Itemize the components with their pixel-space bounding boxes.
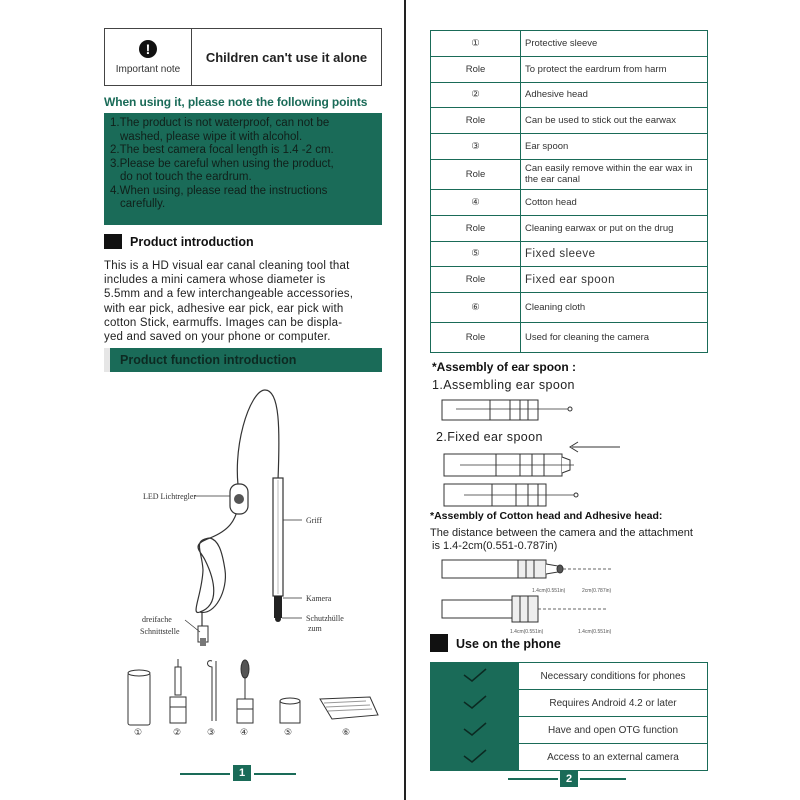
accessory-adhesive-head bbox=[170, 659, 186, 723]
page-number-1: 1 bbox=[233, 765, 251, 781]
distance-text bbox=[430, 527, 712, 553]
part-text: Cotton head bbox=[521, 189, 708, 215]
page2-line-right bbox=[580, 778, 626, 780]
part-label: Role bbox=[431, 108, 521, 134]
part-label: ⑥ bbox=[431, 293, 521, 323]
point-2-line1: 2.The best camera focal length is 1.4 -2 cm. bbox=[110, 144, 334, 156]
table-row bbox=[431, 323, 708, 353]
points-heading: When using it, please note the following points bbox=[104, 95, 368, 109]
table-row bbox=[431, 690, 708, 717]
point-item-4 bbox=[110, 185, 376, 212]
accessory-number-1: ① bbox=[134, 728, 143, 738]
diagram-label-a: 1.4cm(0.551in) bbox=[532, 588, 566, 594]
callout-kamera: Kamera bbox=[306, 594, 332, 603]
accessory-cleaning-cloth bbox=[320, 697, 378, 719]
points-box bbox=[104, 113, 382, 225]
part-label: ④ bbox=[431, 189, 521, 215]
part-text: Used for cleaning the camera bbox=[521, 323, 708, 353]
check-cell bbox=[431, 744, 519, 771]
table-row bbox=[431, 159, 708, 189]
table-row bbox=[431, 189, 708, 215]
warning-icon: ! bbox=[139, 40, 157, 58]
page-divider bbox=[404, 0, 406, 800]
product-illustration bbox=[130, 380, 360, 650]
part-label: Role bbox=[431, 215, 521, 241]
table-row bbox=[431, 663, 708, 690]
part-label: Role bbox=[431, 56, 521, 82]
diagram-label-b: 2cm(0.787in) bbox=[582, 588, 612, 594]
camera-tip bbox=[274, 596, 282, 618]
accessory-cotton-head bbox=[237, 660, 253, 723]
diagram-label-c: 1.4cm(0.551in) bbox=[510, 629, 544, 635]
callout-griff: Griff bbox=[306, 516, 322, 525]
part-text: Fixed sleeve bbox=[521, 241, 708, 267]
check-icon bbox=[460, 666, 490, 684]
point-1-line2: washed, please wipe it with alcohol. bbox=[120, 130, 303, 143]
table-row bbox=[431, 215, 708, 241]
check-icon bbox=[460, 747, 490, 765]
function-section-marker bbox=[104, 348, 110, 372]
phone-condition: Have and open OTG function bbox=[519, 717, 708, 744]
callout-dreifache-1: dreifache bbox=[142, 615, 172, 624]
accessory-number-4: ④ bbox=[240, 728, 249, 738]
table-row bbox=[431, 56, 708, 82]
intro-title: Product introduction bbox=[130, 235, 254, 249]
phone-conditions-table bbox=[430, 662, 708, 771]
part-label: Role bbox=[431, 159, 521, 189]
table-row bbox=[431, 241, 708, 267]
part-text: Protective sleeve bbox=[521, 31, 708, 57]
ear-spoon-diagram-1 bbox=[436, 396, 586, 424]
assembly-title: *Assembly of ear spoon : bbox=[432, 360, 577, 374]
point-3-line2: do not touch the eardrum. bbox=[120, 171, 252, 183]
table-row bbox=[431, 134, 708, 160]
check-icon bbox=[460, 693, 490, 711]
phone-condition: Necessary conditions for phones bbox=[519, 663, 708, 690]
point-item-1 bbox=[110, 117, 376, 144]
accessory-ear-spoon bbox=[208, 661, 217, 721]
accessory-protective-sleeve bbox=[128, 673, 150, 725]
assembly-step-2: 2.Fixed ear spoon bbox=[436, 430, 543, 444]
part-text: Cleaning earwax or put on the drug bbox=[521, 215, 708, 241]
distance-line-1: The distance between the camera and the attachment bbox=[430, 527, 693, 539]
important-note-label-cell bbox=[105, 29, 192, 85]
part-text: Can be used to stick out the earwax bbox=[521, 108, 708, 134]
important-note-label: Important note bbox=[115, 63, 181, 75]
table-row bbox=[431, 82, 708, 108]
important-note-text: Children can't use it alone bbox=[205, 49, 368, 65]
point-item-2 bbox=[110, 144, 376, 158]
table-row bbox=[431, 31, 708, 57]
part-label: ③ bbox=[431, 134, 521, 160]
cotton-assembly-title: *Assembly of Cotton head and Adhesive head: bbox=[430, 510, 663, 522]
table-row bbox=[431, 108, 708, 134]
part-text: Ear spoon bbox=[521, 134, 708, 160]
accessory-number-5: ⑤ bbox=[284, 728, 293, 738]
table-row bbox=[431, 717, 708, 744]
intro-line: yed and saved on your phone or computer. bbox=[104, 331, 331, 344]
table-row bbox=[431, 293, 708, 323]
use-title: Use on the phone bbox=[456, 637, 561, 651]
part-text: Can easily remove within the ear wax in the ear canal bbox=[521, 159, 708, 189]
part-label: Role bbox=[431, 323, 521, 353]
led-dial bbox=[234, 494, 244, 504]
callout-schutz-1: Schutzhülle bbox=[306, 614, 344, 623]
intro-paragraph bbox=[104, 259, 380, 344]
intro-line: with ear pick, adhesive ear pick, ear pick with bbox=[104, 302, 344, 315]
intro-line: includes a mini camera whose diameter is bbox=[104, 274, 326, 287]
accessory-number-3: ③ bbox=[207, 728, 216, 738]
part-text: Cleaning cloth bbox=[521, 293, 708, 323]
intro-line: cotton Stick, earmuffs. Images can be displa- bbox=[104, 316, 343, 329]
intro-line: 5.5mm and a few interchangeable accessories, bbox=[104, 288, 354, 301]
point-1-line1: 1.The product is not waterproof, can not be bbox=[110, 117, 330, 129]
use-section-marker bbox=[430, 634, 448, 652]
page1-line-right bbox=[254, 773, 296, 775]
intro-section-marker bbox=[104, 234, 122, 249]
diagram-label-d: 1.4cm(0.551in) bbox=[578, 629, 612, 635]
part-label: ② bbox=[431, 82, 521, 108]
callout-dreifache-2: Schnittstelle bbox=[140, 627, 180, 636]
check-cell bbox=[431, 690, 519, 717]
phone-condition: Requires Android 4.2 or later bbox=[519, 690, 708, 717]
check-icon bbox=[460, 720, 490, 738]
ear-spoon-diagram-2 bbox=[440, 448, 590, 510]
part-text: Fixed ear spoon bbox=[521, 267, 708, 293]
callout-schutz-2: zum bbox=[308, 624, 322, 633]
part-text: To protect the eardrum from harm bbox=[521, 56, 708, 82]
part-label: Role bbox=[431, 267, 521, 293]
phone-condition: Access to an external camera bbox=[519, 744, 708, 771]
point-4-line1: 4.When using, please read the instructions bbox=[110, 184, 328, 197]
page2-line-left bbox=[508, 778, 558, 780]
accessory-number-6: ⑥ bbox=[342, 728, 351, 738]
distance-line-2: is 1.4-2cm(0.551-0.787in) bbox=[432, 540, 558, 552]
distance-diagram bbox=[440, 556, 620, 638]
part-label: ① bbox=[431, 31, 521, 57]
function-title: Product function introduction bbox=[120, 353, 297, 367]
table-row bbox=[431, 744, 708, 771]
intro-line: This is a HD visual ear canal cleaning tool that bbox=[104, 260, 350, 272]
table-row bbox=[431, 267, 708, 293]
point-item-3 bbox=[110, 158, 376, 185]
point-4-line2: carefully. bbox=[120, 198, 166, 210]
check-cell bbox=[431, 717, 519, 744]
parts-table bbox=[430, 30, 708, 353]
accessory-number-2: ② bbox=[173, 728, 182, 738]
page-number-2: 2 bbox=[560, 771, 578, 787]
important-note-box bbox=[104, 28, 382, 86]
callout-led: LED Lichtregler bbox=[143, 492, 197, 501]
part-label: ⑤ bbox=[431, 241, 521, 267]
assembly-step-1: 1.Assembling ear spoon bbox=[432, 378, 575, 392]
point-3-line1: 3.Please be careful when using the product, bbox=[110, 157, 334, 170]
page1-line-left bbox=[180, 773, 230, 775]
function-section-bar bbox=[104, 348, 382, 372]
part-text: Adhesive head bbox=[521, 82, 708, 108]
accessories-illustration bbox=[120, 655, 382, 731]
check-cell bbox=[431, 663, 519, 690]
